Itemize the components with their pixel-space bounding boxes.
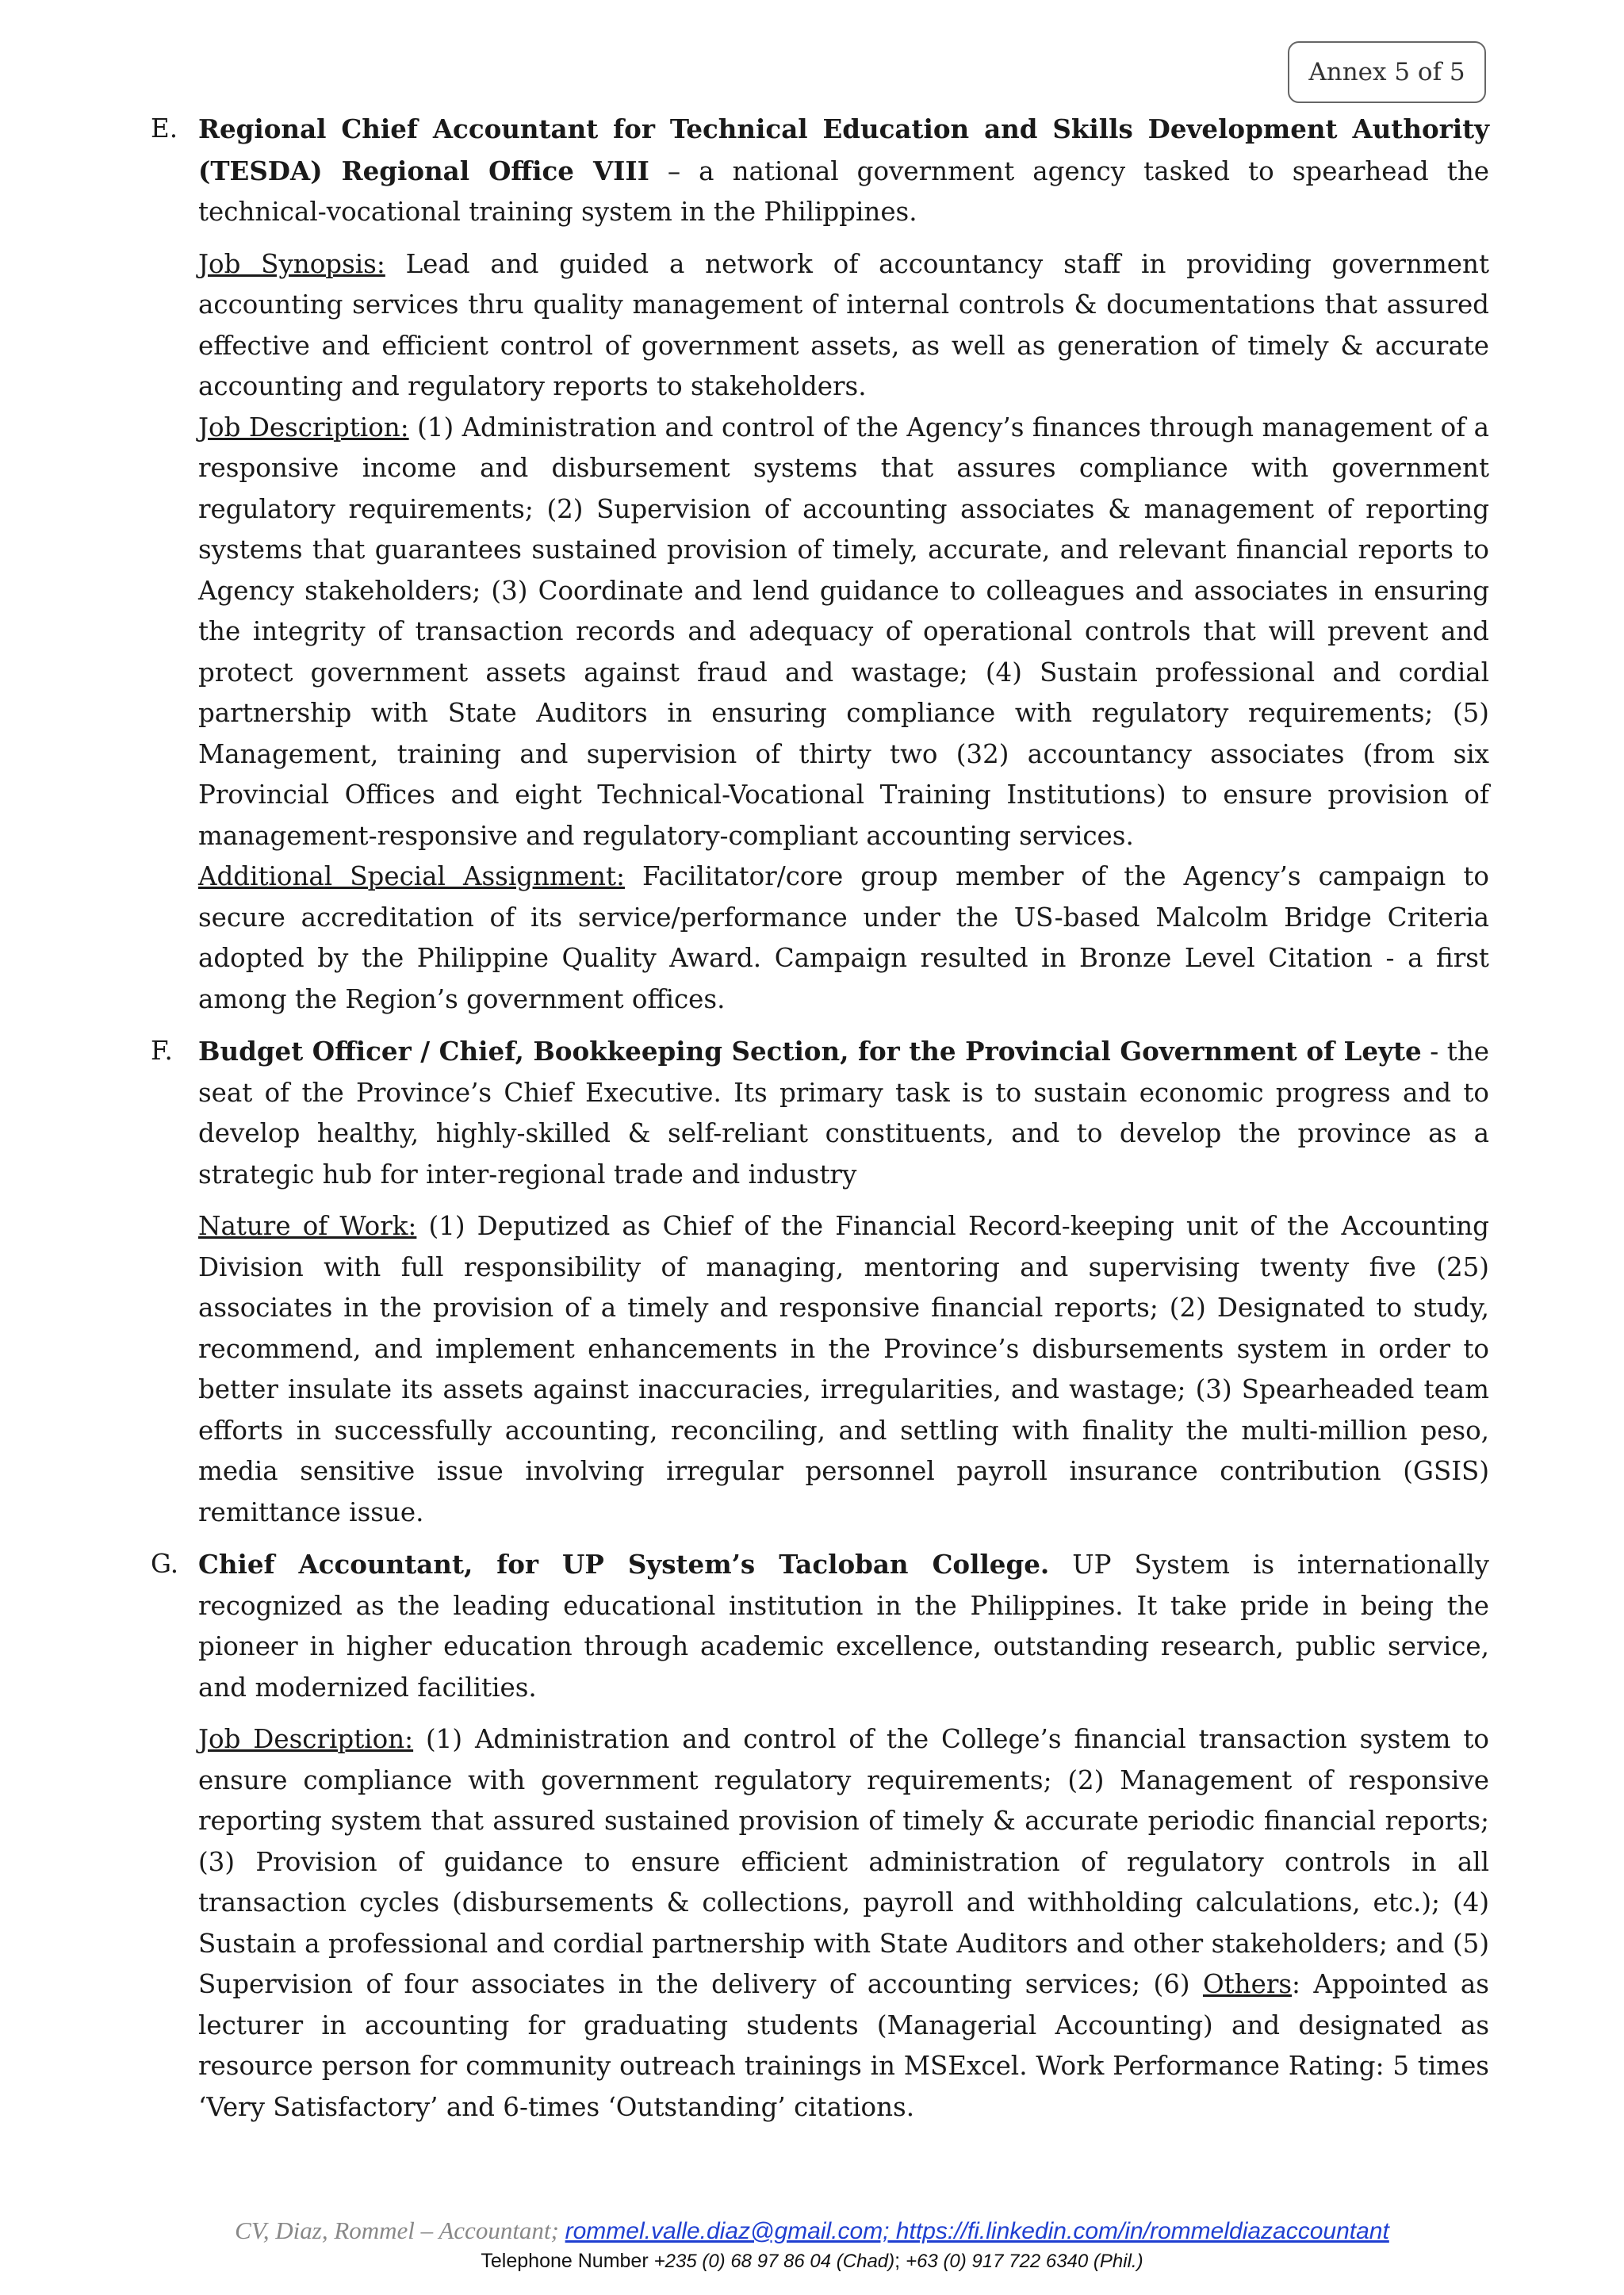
- phone-phil: +63 (0) 917 722 6340 (Phil.): [906, 2251, 1143, 2272]
- experience-entry-f: [151, 1031, 1489, 1533]
- work-experience-list: [151, 109, 1489, 2128]
- section-text: Facilitator/core group member of the Agency’s campaign to secure accreditation of its service/performance under the US-based Malcolm Bridge Criteria adopted by the Philippine Quality Award. Campaign resulted in Bronze Level Citation - a first among the Region’s government offices.: [198, 861, 1489, 1014]
- footer-prefix: CV, Diaz, Rommel – Accountant;: [235, 2216, 565, 2244]
- phone-separator: ;: [894, 2250, 906, 2272]
- experience-entry-e: [151, 109, 1489, 1020]
- linkedin-link[interactable]: https://fi.linkedin.com/in/rommeldiazaccountant: [889, 2218, 1389, 2244]
- section-text: : Appointed as lecturer in accounting for graduating students (Managerial Accounting) and designated as resource person for community outreach trainings in MSExcel. Work Performance Rating: 5 times ‘Very Satisfactory’ and 6-times ‘Outstanding’ citations.: [198, 1969, 1489, 2122]
- job-description: [198, 1719, 1489, 2128]
- entry-title: Budget Officer / Chief, Bookkeeping Section, for the Provincial Government of Leyte: [198, 1036, 1422, 1067]
- section-label: Job Description:: [198, 1724, 414, 1754]
- section-label: Nature of Work:: [198, 1211, 417, 1241]
- entry-heading: [198, 1544, 1489, 1708]
- entry-description: - the seat of the Province’s Chief Executive. Its primary task is to sustain economic progress and to develop healthy, highly-skilled & self-reliant constituents, and to develop the province as a strategic hub for inter-regional trade and industry: [198, 1036, 1489, 1190]
- entry-description: UP System is internationally recognized as the leading educational institution in the Philippines. It take pride in being the pioneer in higher education through academic excellence, outstanding research, public service, and modernized facilities.: [198, 1550, 1489, 1703]
- section-label: Job Synopsis:: [198, 248, 385, 279]
- entry-letter: E.: [151, 113, 178, 144]
- entry-heading: [198, 109, 1489, 233]
- entry-title: Regional Chief Accountant for Technical Education and Skills Development Authority (TESDA) Regional Office VIII: [198, 113, 1489, 186]
- section-text: (1) Administration and control of the College’s financial transaction system to ensure compliance with government regulatory requirements; (2) Management of responsive reporting system that assured sustained provision of timely & accurate periodic financial reports; (3) Provision of guidance to ensure efficient administration of regulatory controls in all transaction cycles (disbursements & collections, payroll and withholding calculations, etc.); (4) Sustain a professional and cordial partnership with State Auditors and other stakeholders; and (5) Supervision of four associates in the delivery of accounting services; (6): [198, 1724, 1489, 1999]
- section-label: Job Description:: [198, 412, 409, 443]
- job-synopsis: [198, 244, 1489, 408]
- nature-of-work: [198, 1206, 1489, 1533]
- experience-entry-g: [151, 1544, 1489, 2128]
- entry-heading: [198, 1031, 1489, 1195]
- phone-chad: +235 (0) 68 97 86 04 (Chad): [653, 2251, 895, 2272]
- email-link[interactable]: rommel.valle.diaz@gmail.com;: [565, 2218, 890, 2244]
- footer-phone-line: [0, 2250, 1624, 2273]
- entry-description: – a national government agency tasked to spearhead the technical-vocational training system in the Philippines.: [198, 155, 1489, 227]
- section-text: (1) Deputized as Chief of the Financial Record-keeping unit of the Accounting Division with full responsibility of managing, mentoring and supervising twenty five (25) associates in the provision of a timely and responsive financial reports; (2) Designated to study, recommend, and implement enhancements in the Province’s disbursements system in order to better insulate its assets against inaccuracies, irregularities, and wastage; (3) Spearheaded team efforts in successfully accounting, reconciling, and settling with finality the multi-million peso, media sensitive issue involving irregular personnel payroll insurance contribution (GSIS) remittance issue.: [198, 1211, 1489, 1527]
- phone-label: Telephone Number: [481, 2250, 654, 2272]
- entry-letter: G.: [151, 1549, 179, 1579]
- special-assignment: [198, 856, 1489, 1020]
- annex-label: Annex 5 of 5: [1288, 41, 1486, 103]
- job-description: [198, 408, 1489, 857]
- page-footer: [0, 2216, 1624, 2273]
- entry-title: Chief Accountant, for UP System’s Tacloban College.: [198, 1549, 1050, 1580]
- section-sublabel: Others: [1202, 1969, 1293, 1999]
- entry-letter: F.: [151, 1036, 173, 1066]
- section-text: (1) Administration and control of the Agency’s finances through management of a responsive income and disbursement systems that assures compliance with government regulatory requirements; (2) Supervision of accounting associates & management of reporting systems that guarantees sustained provision of timely, accurate, and relevant financial reports to Agency stakeholders; (3) Coordinate and lend guidance to colleagues and associates in ensuring the integrity of transaction records and adequacy of operational controls that will prevent and protect government assets against fraud and wastage; (4) Sustain professional and cordial partnership with State Auditors in ensuring compliance with regulatory requirements; (5) Management, training and supervision of thirty two (32) accountancy associates (from six Provincial Offices and eight Technical-Vocational Training Institutions) to ensure provision of management-responsive and regulatory-compliant accounting services.: [198, 412, 1489, 851]
- section-text: Lead and guided a network of accountancy staff in providing government accounting services thru quality management of internal controls & documentations that assured effective and efficient control of government assets, as well as generation of timely & accurate accounting and regulatory reports to stakeholders.: [198, 248, 1489, 401]
- footer-contact-line: [0, 2216, 1624, 2245]
- section-label: Additional Special Assignment:: [198, 861, 625, 891]
